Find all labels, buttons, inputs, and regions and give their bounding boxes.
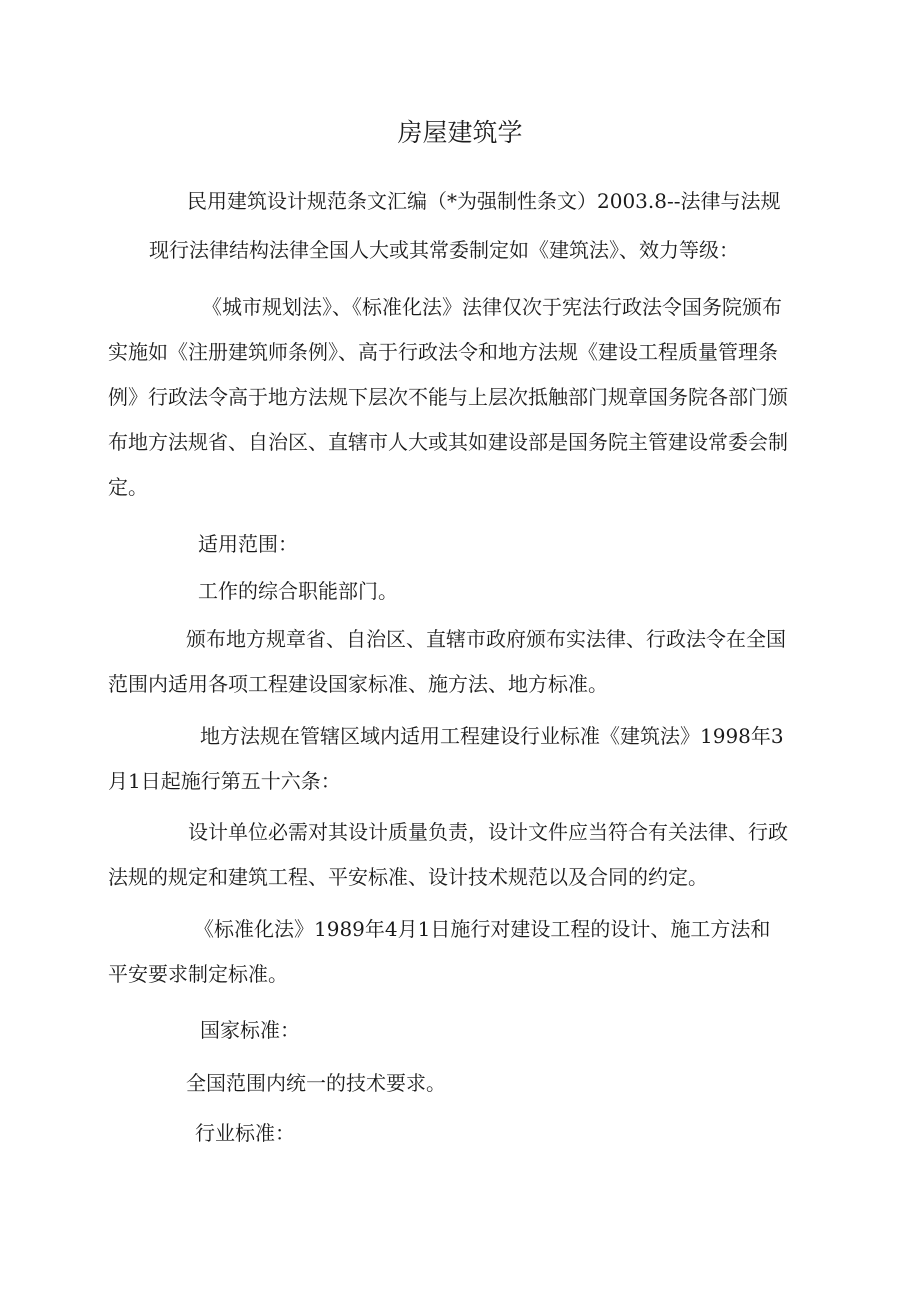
paragraph-scope-heading: 适用范围：: [198, 532, 298, 556]
paragraph-departments: 工作的综合职能部门。: [198, 579, 398, 603]
paragraph-regulations-heading: 民用建筑设计规范条文汇编（*为强制性条文）2003.8--法律与法规: [187, 189, 781, 213]
paragraph-industry-standard-heading: 行业标准：: [195, 1121, 295, 1145]
paragraph-national-standard-desc: 全国范围内统一的技术要求。: [186, 1071, 446, 1095]
document-title: 房屋建筑学: [397, 118, 523, 147]
paragraph-local-rules: 颁布地方规章省、自治区、直辖市政府颁布实法律、行政法令在全国范围内适用各项工程建设国家标准、施方法、地方标准。: [108, 627, 786, 696]
paragraph-design-responsibility: 设计单位必需对其设计质量负责，设计文件应当符合有关法律、行政法规的规定和建筑工程、平安标准、设计技术规范以及合同的约定。: [108, 820, 788, 889]
paragraph-local-laws: 地方法规在管辖区域内适用工程建设行业标准《建筑法》1998年3月1日起施行第五十六条：: [108, 724, 784, 793]
paragraph-standardization-law: 《标准化法》1989年4月1日施行对建设工程的设计、施工方法和平安要求制定标准。: [108, 917, 771, 986]
paragraph-national-standard-heading: 国家标准：: [200, 1018, 300, 1042]
paragraph-legal-structure: 现行法律结构法律全国人大或其常委制定如《建筑法》、效力等级：: [149, 238, 739, 262]
paragraph-hierarchy: 《城市规划法》、《标准化法》法律仅次于宪法行政法令国务院颁布实施如《注册建筑师条例》、高于行政法令和地方法规《建设工程质量管理条例》行政法令高于地方法规下层次不能与上层次抵触部门规章国务院各部门颁布地方法规省、自治区、直辖市人大或其如建设部是国务院主管建设常委会制定。: [108, 295, 788, 499]
